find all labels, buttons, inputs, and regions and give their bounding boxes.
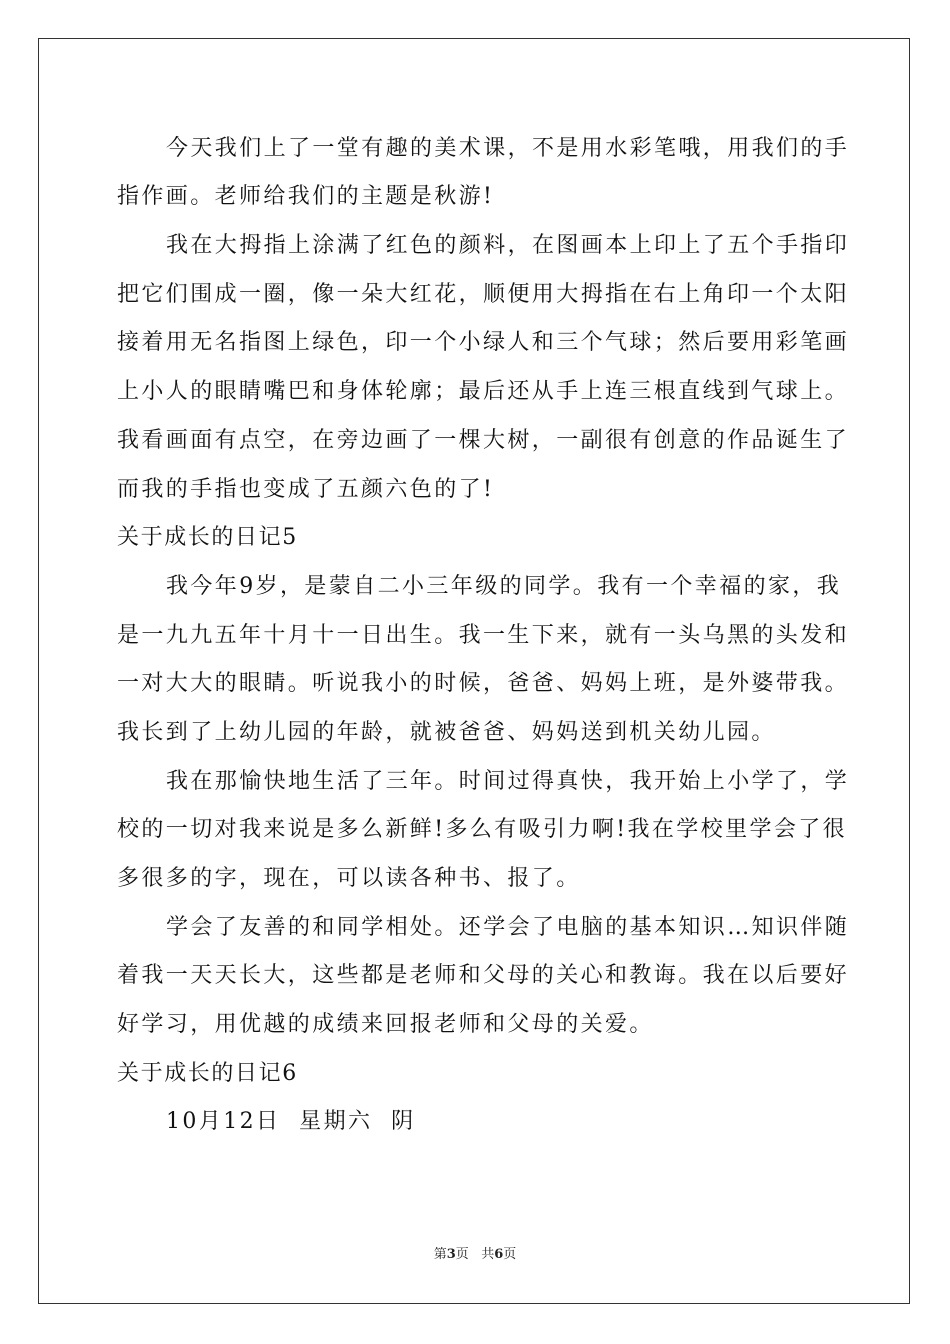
paragraph-line: 我看画面有点空，在旁边画了一棵大树，一副很有创意的作品诞生了 — [117, 428, 850, 453]
footer-suffix: 页 — [503, 1247, 517, 1262]
paragraph-line: 上小人的眼睛嘴巴和身体轮廓；最后还从手上连三根直线到气球上。 — [117, 379, 850, 404]
paragraph-line: 校的一切对我来说是多么新鲜!多么有吸引力啊!我在学校里学会了很 — [117, 817, 848, 842]
footer-page-number: 3 — [446, 1247, 456, 1262]
paragraph-line: 我在那愉快地生活了三年。时间过得真快，我开始上小学了，学 — [166, 769, 850, 794]
paragraph-line: 好学习，用优越的成绩来回报老师和父母的关爱。 — [117, 1012, 654, 1037]
paragraph-line: 多很多的字，现在，可以读各种书、报了。 — [117, 866, 581, 891]
paragraph-line: 接着用无名指图上绿色，印一个小绿人和三个气球；然后要用彩笔画 — [117, 330, 850, 355]
paragraph-line: 我在大拇指上涂满了红色的颜料，在图画本上印上了五个手指印 — [166, 233, 850, 258]
footer-prefix: 第 — [433, 1247, 447, 1262]
paragraph-line: 我今年9岁，是蒙自二小三年级的同学。我有一个幸福的家，我 — [166, 574, 842, 599]
section-heading: 关于成长的日记6 — [117, 1061, 298, 1086]
section-heading: 关于成长的日记5 — [117, 525, 298, 550]
footer-total-pages: 6 — [494, 1247, 504, 1262]
paragraph-line: 把它们围成一圈，像一朵大红花，顺便用大拇指在右上角印一个太阳 — [117, 282, 850, 307]
paragraph-line: 而我的手指也变成了五颜六色的了! — [117, 477, 495, 502]
paragraph-line: 指作画。老师给我们的主题是秋游! — [117, 184, 495, 209]
page-footer — [0, 1247, 950, 1263]
paragraph-line: 今天我们上了一堂有趣的美术课，不是用水彩笔哦，用我们的手 — [166, 136, 850, 161]
footer-mid: 页 共 — [455, 1247, 495, 1262]
diary-date-line: 10月12日 星期六 阴 — [166, 1109, 416, 1134]
paragraph-line: 着我一天天长大，这些都是老师和父母的关心和教诲。我在以后要好 — [117, 963, 850, 988]
paragraph-line: 我长到了上幼儿园的年龄，就被爸爸、妈妈送到机关幼儿园。 — [117, 720, 776, 745]
paragraph-line: 一对大大的眼睛。听说我小的时候，爸爸、妈妈上班，是外婆带我。 — [117, 671, 850, 696]
paragraph-line: 学会了友善的和同学相处。还学会了电脑的基本知识…知识伴随 — [166, 915, 850, 940]
paragraph-line: 是一九九五年十月十一日出生。我一生下来，就有一头乌黑的头发和 — [117, 623, 850, 648]
